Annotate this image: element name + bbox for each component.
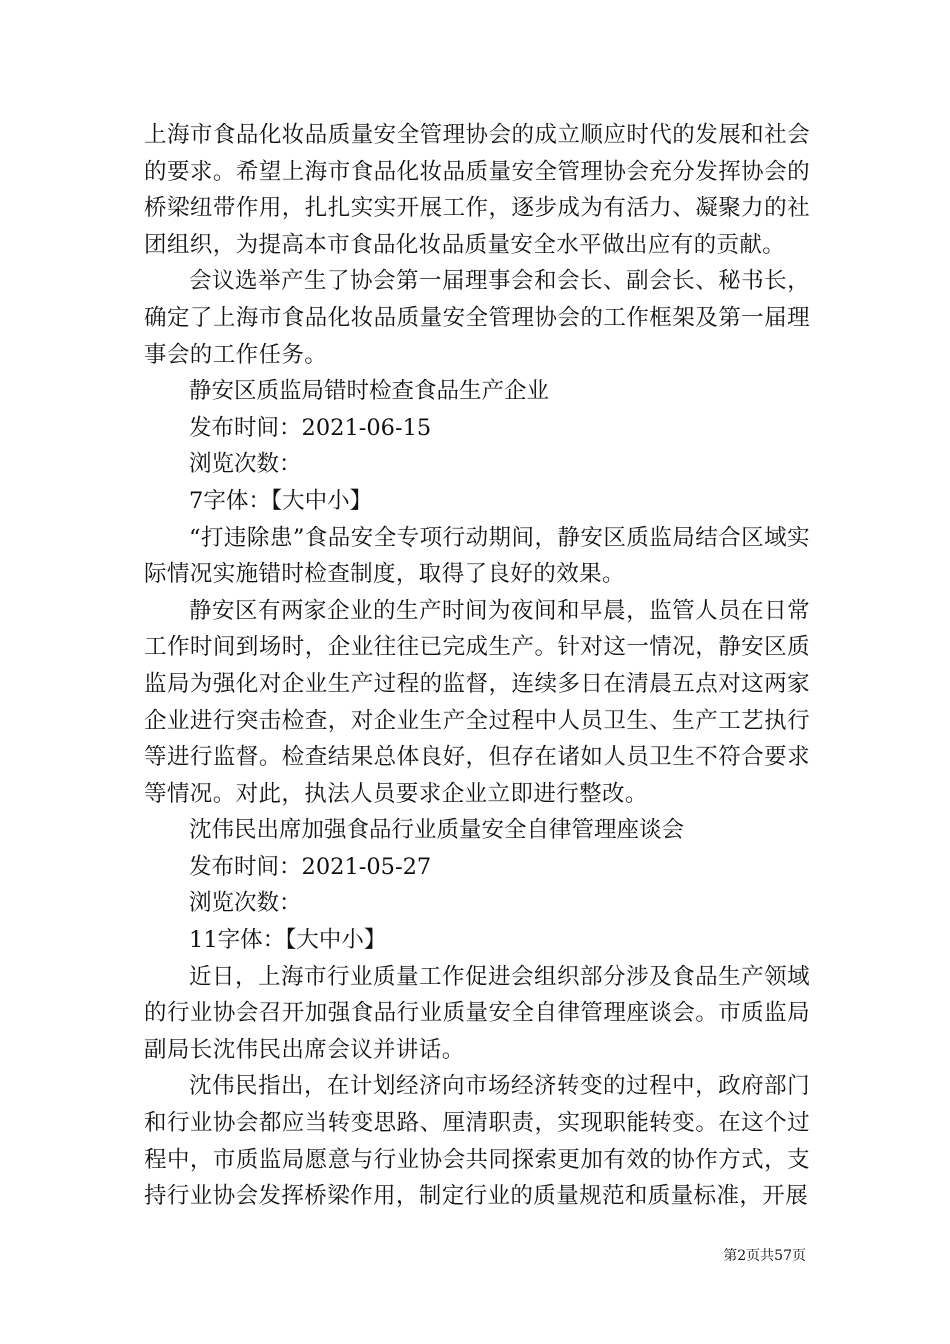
paragraph: 静安区有两家企业的生产时间为夜间和早晨，监管人员在日常工作时间到场时，企业往往已完成生产。针对这一情况，静安区质监局为强化对企业生产过程的监督，连续多日在清晨五点对这两家企业进行突击检查，对企业生产全过程中人员卫生、生产工艺执行等进行监督。检查结果总体良好，但存在诸如人员卫生不符合要求等情况。对此，执法人员要求企业立即进行整改。 <box>144 597 810 807</box>
view-count: 浏览次数： <box>189 890 302 917</box>
paragraph: 会议选举产生了协会第一届理事会和会长、副会长、秘书长，确定了上海市食品化妆品质量安全管理协会的工作框架及第一届理事会的工作任务。 <box>144 268 810 368</box>
document-body <box>144 117 810 1215</box>
paragraph: 上海市食品化妆品质量安全管理协会的成立顺应时代的发展和社会的要求。希望上海市食品化妆品质量安全管理协会充分发挥协会的桥梁纽带作用，扎扎实实开展工作，逐步成为有活力、凝聚力的社团组织，为提高本市食品化妆品质量安全水平做出应有的贡献。 <box>144 122 810 258</box>
paragraph: 沈伟民指出，在计划经济向市场经济转变的过程中，政府部门和行业协会都应当转变思路、厘清职责，实现职能转变。在这个过程中，市质监局愿意与行业协会共同探索更加有效的协作方式，支持行业协会发挥桥梁作用，制定行业的质量规范和质量标准，开展 <box>144 1073 810 1210</box>
paragraph: “打违除患”食品安全专项行动期间，静安区质监局结合区域实际情况实施错时检查制度，取得了良好的效果。 <box>144 524 810 588</box>
view-count: 浏览次数： <box>189 451 302 478</box>
font-size-selector: 7字体：【大中小】 <box>189 487 373 514</box>
article-title: 沈伟民出席加强食品行业质量安全自律管理座谈会 <box>189 817 685 844</box>
paragraph: 近日，上海市行业质量工作促进会组织部分涉及食品生产领域的行业协会召开加强食品行业质量安全自律管理座谈会。市质监局副局长沈伟民出席会议并讲话。 <box>144 963 810 1063</box>
publish-time: 发布时间：2021-06-15 <box>189 414 432 441</box>
font-size-selector: 11字体：【大中小】 <box>189 927 387 954</box>
page-number: 第2页共57页 <box>723 1248 806 1264</box>
publish-time: 发布时间：2021-05-27 <box>189 853 432 880</box>
article-title: 静安区质监局错时检查食品生产企业 <box>189 378 550 405</box>
